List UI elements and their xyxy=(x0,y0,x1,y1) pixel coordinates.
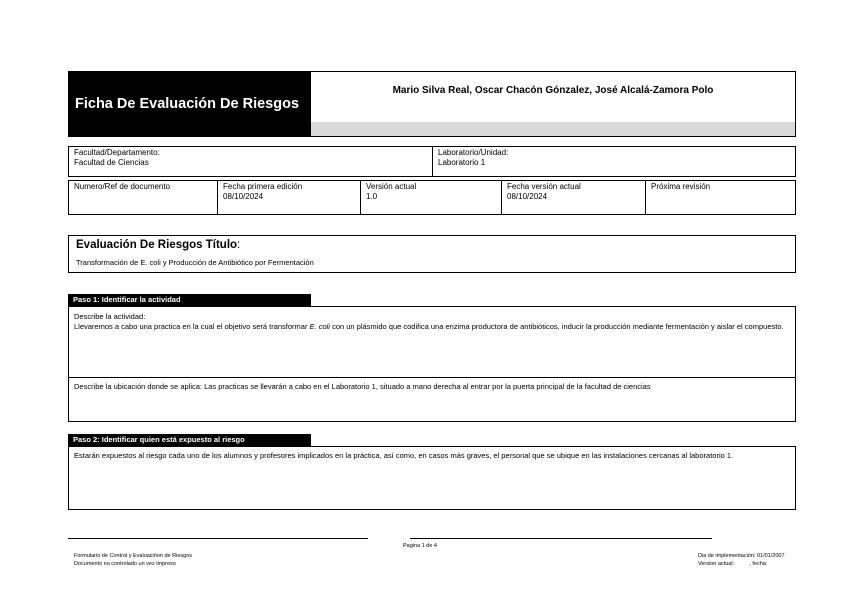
evaluacion-title: Evaluación De Riesgos Título xyxy=(76,239,238,251)
actividad-text-post: con un plásmido que codifica una enzima productora de antibióticos, inducir la producción mediante fermentación y aislar el compuesto. xyxy=(329,321,784,331)
actividad-label: Describe la actividad: xyxy=(74,312,146,321)
ubicacion-text: Describe la ubicación donde se aplica: Las practicas se llevarán a cabo en el Laboratorio 1, situado a mano derecha al entrar por la puerta principal de la facultad de ciencias xyxy=(74,382,651,391)
actividad-text xyxy=(74,322,790,332)
paso2-label: Paso 2: Identificar quien está expuesto al riesgo xyxy=(68,434,311,446)
facultad-value: Facultad de Ciencias xyxy=(74,158,149,167)
facultad-label: Facultad/Departamento: xyxy=(74,148,160,157)
laboratorio-value: Laboratorio 1 xyxy=(438,158,486,167)
facultad-cell xyxy=(68,146,433,177)
evaluacion-colon: : xyxy=(237,239,241,251)
header-grey-bar xyxy=(311,122,795,136)
footer-rule-right xyxy=(410,538,712,539)
actividad-text-italic: E. coli xyxy=(309,321,330,331)
fecha-version-label: Fecha versión actual xyxy=(507,182,581,191)
footer-uncontrolled: Documento no controlado un vez impreso xyxy=(74,561,176,567)
footer-implementation-date: Dia de implementación: 01/01/2007 xyxy=(698,553,785,559)
laboratorio-cell xyxy=(432,146,796,177)
footer-form-name: Formulario de Control y Evaluacińon de Riesgos xyxy=(74,553,193,559)
authors: Mario Silva Real, Oscar Chacón Gónzalez, José Alcalá-Zamora Polo xyxy=(311,72,795,122)
version-cell xyxy=(360,180,502,215)
form-title: Ficha De Evaluación De Riesgos xyxy=(69,72,311,136)
numero-cell xyxy=(68,180,218,215)
footer-left xyxy=(74,552,324,568)
paso1-actividad xyxy=(74,312,790,331)
version-value: 1.0 xyxy=(366,192,378,201)
footer-right xyxy=(698,552,838,568)
proxima-cell xyxy=(645,180,796,215)
fecha-version-value: 08/10/2024 xyxy=(507,192,548,201)
laboratorio-label: Laboratorio/Unidad: xyxy=(438,148,509,157)
footer-version: Version actual: , fecha: xyxy=(698,561,768,567)
evaluacion-value: Transformación de E. coli y Producción de Antibiótico por Fermentación xyxy=(76,258,314,267)
paso1-divider xyxy=(68,377,796,378)
paso2-text: Estarán expuestos al riesgo cada uno de los alumnos y profesores implicados en la práctica, así como, en casos más graves, el personal que se ubique en las instalaciones cercanas al laboratorio 1. xyxy=(74,451,734,460)
fecha-version-cell xyxy=(501,180,646,215)
numero-label: Numero/Ref de documento xyxy=(74,182,171,191)
proxima-label: Próxima revisión xyxy=(651,182,711,191)
fecha-edicion-cell xyxy=(217,180,361,215)
actividad-text-pre: Llevaremos a cabo una practica en la cual el objetivo será transformar xyxy=(74,321,310,331)
fecha-edicion-label: Fecha primera edición xyxy=(223,182,303,191)
page-number: Pagina 1 de 4 xyxy=(403,543,437,549)
fecha-edicion-value: 08/10/2024 xyxy=(223,192,264,201)
version-label: Versión actual xyxy=(366,182,417,191)
paso1-label: Paso 1: Identificar la actividad xyxy=(68,294,311,306)
evaluacion-box xyxy=(68,235,796,273)
footer-rule-left xyxy=(68,538,368,539)
